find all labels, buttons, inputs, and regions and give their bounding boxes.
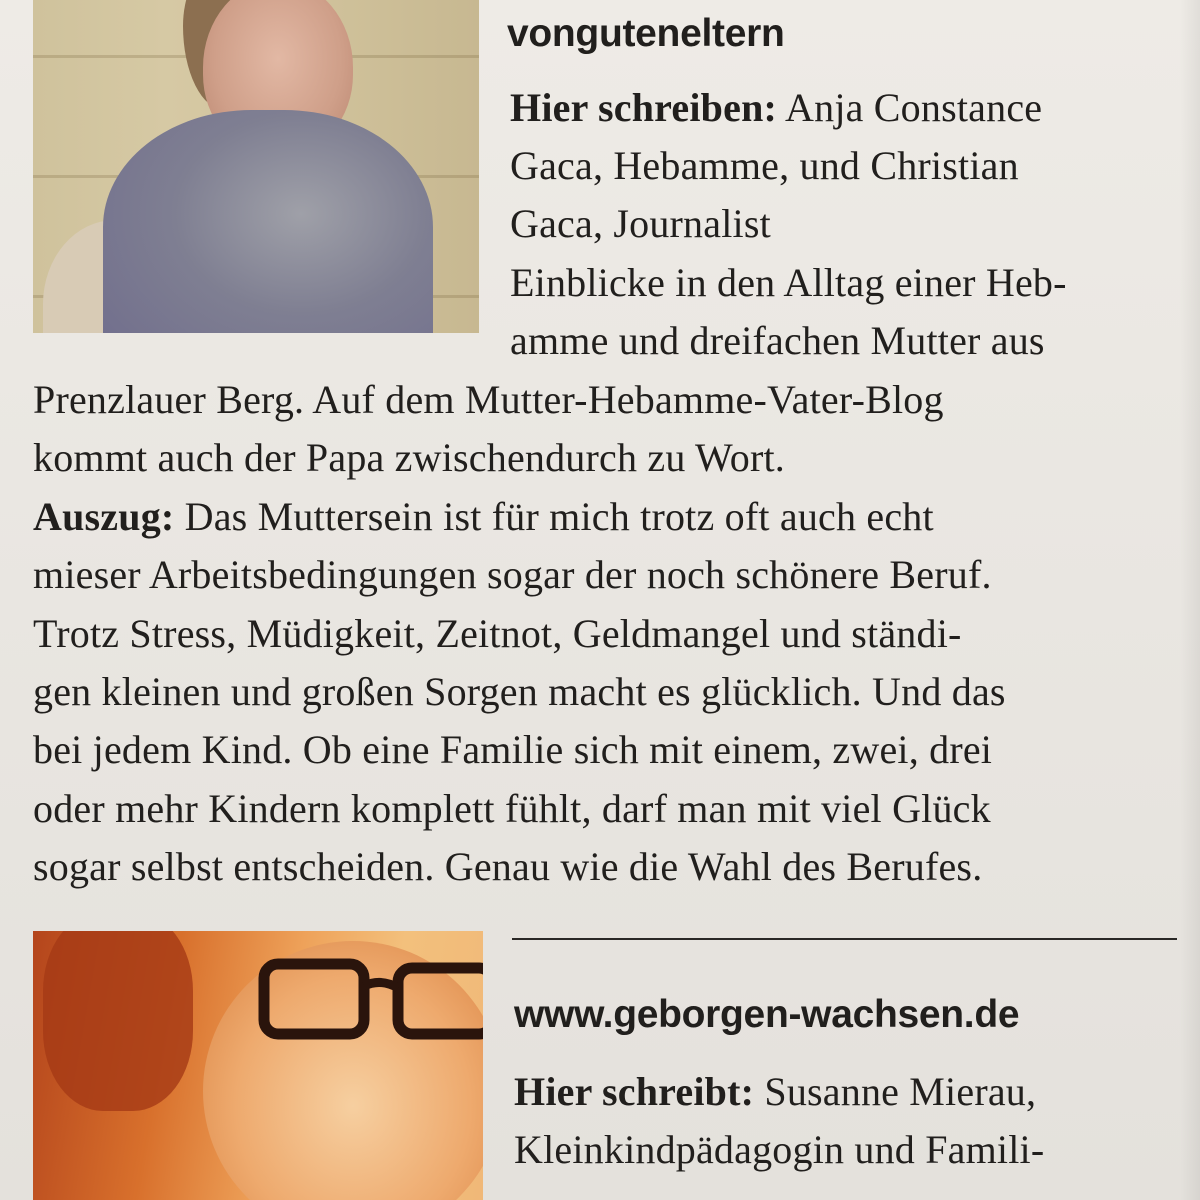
excerpt-line-2: mieser Arbeitsbedingungen sogar der noch schönere Beruf. xyxy=(33,552,992,597)
writers2-label: Hier schreibt: xyxy=(514,1069,755,1114)
writers-label: Hier schreiben: xyxy=(510,85,778,130)
excerpt-line-4: gen kleinen und großen Sorgen macht es glücklich. Und das xyxy=(33,669,1006,714)
blog-headline-vonguteneltern: vonguteneltern xyxy=(507,12,785,55)
excerpt-line-1 xyxy=(33,487,934,547)
writers-line-1 xyxy=(510,78,1042,138)
excerpt-line-3: Trotz Stress, Müdigkeit, Zeitnot, Geldmangel und ständi- xyxy=(33,611,962,656)
glasses-shape xyxy=(258,956,483,1041)
scarf-shape xyxy=(103,110,433,333)
author-photo-susanne-mierau xyxy=(33,931,483,1200)
excerpt-text-1: Das Muttersein ist für mich trotz oft auch echt xyxy=(184,494,934,539)
intro-line-2: amme und dreifachen Mutter aus xyxy=(510,318,1045,363)
writers2-line-1 xyxy=(514,1062,1036,1122)
writers2-text-1: Susanne Mierau, xyxy=(764,1069,1037,1114)
excerpt-line-5: bei jedem Kind. Ob eine Familie sich mit einem, zwei, drei xyxy=(33,727,993,772)
hair-shape xyxy=(43,931,193,1111)
blog-headline-geborgen-wachsen: www.geborgen-wachsen.de xyxy=(514,993,1020,1036)
writers-line-3: Gaca, Journalist xyxy=(510,201,771,246)
page-gutter-shadow xyxy=(1180,0,1200,1200)
writers-text-1: Anja Constance xyxy=(785,85,1043,130)
section-divider xyxy=(512,938,1177,940)
excerpt-label: Auszug: xyxy=(33,494,175,539)
intro-line-1: Einblicke in den Alltag einer Heb- xyxy=(510,260,1067,305)
excerpt-line-7: sogar selbst entscheiden. Genau wie die Wahl des Berufes. xyxy=(33,844,983,889)
writers2-line-2: Kleinkindpädagogin und Famili- xyxy=(514,1127,1045,1172)
author-photo-anja-gaca xyxy=(33,0,479,333)
excerpt-line-6: oder mehr Kindern komplett fühlt, darf man mit viel Glück xyxy=(33,786,991,831)
intro-line-3: Prenzlauer Berg. Auf dem Mutter-Hebamme-Vater-Blog xyxy=(33,377,944,422)
intro-line-4: kommt auch der Papa zwischendurch zu Wort. xyxy=(33,435,785,480)
writers-line-2: Gaca, Hebamme, und Christian xyxy=(510,143,1019,188)
